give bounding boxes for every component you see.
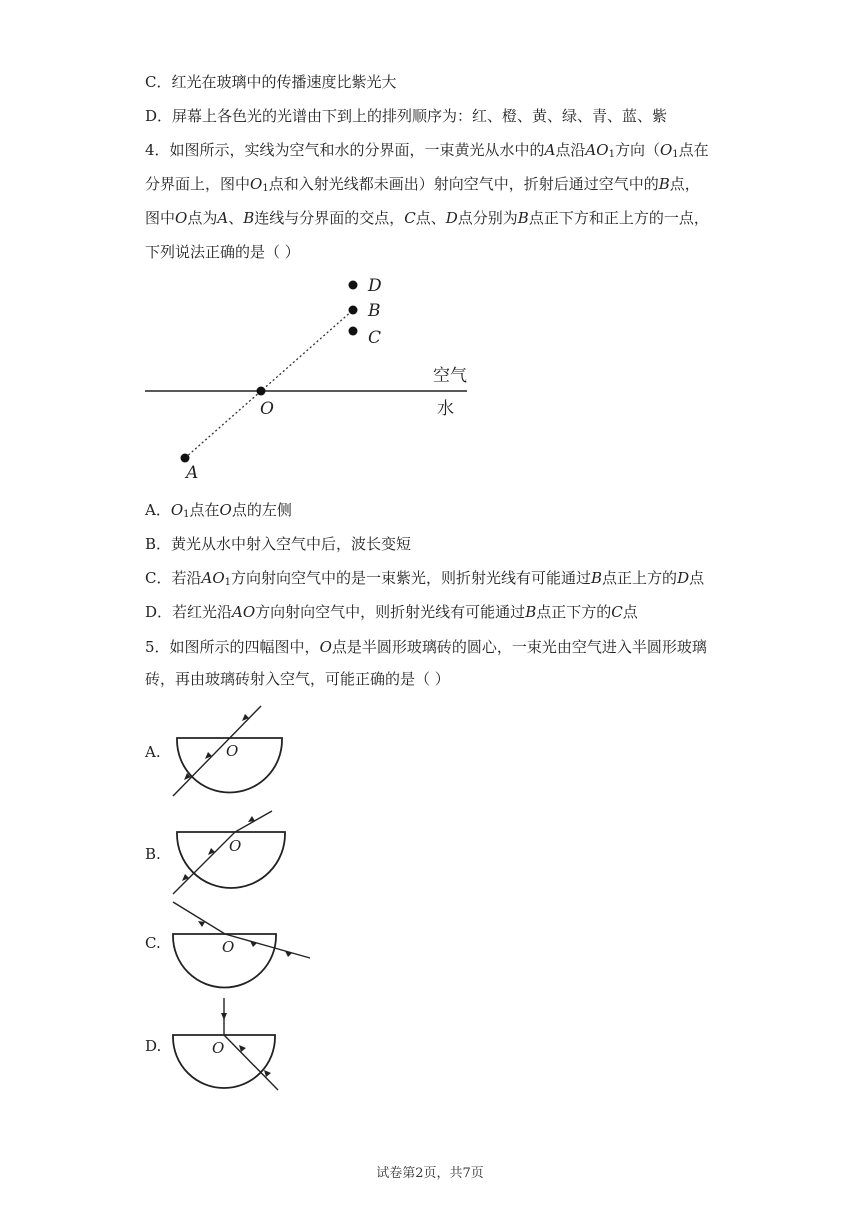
text: 点正上方的 <box>602 569 678 587</box>
text: 点沿 <box>555 141 586 159</box>
q3-option-c: C．红光在玻璃中的传播速度比紫光大 <box>145 73 397 91</box>
q4-option-c <box>145 568 704 593</box>
q4-stem-line3 <box>145 208 709 228</box>
question-number: 4． <box>145 141 170 159</box>
text: 连线与分界面的交点， <box>254 209 405 227</box>
center-label: O <box>229 837 242 855</box>
var-o: O <box>319 638 332 656</box>
center-label: O <box>222 938 235 956</box>
text: 图中 <box>145 209 176 227</box>
var-o: O <box>170 501 184 519</box>
center-label: O <box>212 1039 225 1057</box>
var-a: A <box>217 209 229 227</box>
text: 点、 <box>415 209 446 227</box>
var-d: D <box>445 209 458 227</box>
subscript: 1 <box>608 149 615 160</box>
var-ao: AO <box>232 603 256 621</box>
arrow-down-icon <box>221 1013 227 1020</box>
q4-option-d <box>145 602 638 622</box>
q4-stem-line1 <box>145 140 709 165</box>
q5-option-b-label: B. <box>145 845 161 863</box>
var-b: B <box>243 209 255 227</box>
text: 方向（ <box>614 141 660 159</box>
point-a <box>181 454 190 463</box>
text: 点正下方的 <box>536 603 612 621</box>
label-water: 水 <box>437 399 454 419</box>
q5-stem-line2: 砖，再由玻璃砖射入空气，可能正确的是（ ） <box>145 670 450 688</box>
text: 、 <box>228 209 244 227</box>
text: 分界面上，图中 <box>145 175 251 193</box>
q5-option-d-figure <box>165 995 295 1095</box>
subscript: 1 <box>262 183 269 194</box>
arrow-icon <box>198 921 205 927</box>
text: 方向射向空气中的是一束紫光，则折射光线有可能通过 <box>231 569 592 587</box>
point-c <box>349 327 358 336</box>
q5-option-b-figure <box>165 802 295 902</box>
var-d: D <box>677 569 690 587</box>
q5-option-c-label: C. <box>145 934 161 952</box>
label-b: B <box>368 301 381 321</box>
text: 方向射向空气中，则折射光线有可能通过 <box>255 603 526 621</box>
subscript: 1 <box>672 149 679 160</box>
label-o: O <box>260 399 274 419</box>
text: 点为 <box>187 209 218 227</box>
page-footer: 试卷第2页，共7页 <box>376 1166 484 1181</box>
text: 如图所示，实线为空气和水的分界面，一束黄光从水中的 <box>169 141 545 159</box>
label-air: 空气 <box>433 366 467 386</box>
var-o: O <box>219 501 232 519</box>
light-ray <box>173 902 310 958</box>
arrow-icon <box>248 816 255 822</box>
text: 点， <box>669 175 700 193</box>
dotted-line-ab <box>185 310 353 458</box>
q5-stem-line1 <box>145 637 707 657</box>
text: 点的左侧 <box>231 501 292 519</box>
q4-option-b: B．黄光从水中射入空气中后，波长变短 <box>145 535 412 553</box>
q5-option-a-label: A. <box>145 743 161 761</box>
var-c: C <box>611 603 623 621</box>
point-d <box>349 281 358 290</box>
question-number: 5． <box>145 638 170 656</box>
text: 点是半圆形玻璃砖的圆心，一束光由空气进入半圆形玻璃 <box>331 638 707 656</box>
var-o: O <box>175 209 188 227</box>
var-o: O <box>250 175 263 193</box>
point-o <box>257 387 266 396</box>
text: 点在 <box>678 141 709 159</box>
text: D．若红光沿 <box>145 603 233 621</box>
text: 点和入射光线都未画出）射向空气中，折射后通过空气中的 <box>268 175 659 193</box>
var-c: C <box>404 209 416 227</box>
text: 点 <box>622 603 638 621</box>
var-ao: AO <box>201 569 225 587</box>
text: A． <box>145 501 171 519</box>
label-c: C <box>368 328 382 348</box>
var-ao: AO <box>585 141 609 159</box>
text: 点正下方和正上方的一点， <box>528 209 709 227</box>
q4-option-a <box>145 500 292 525</box>
q4-stem-line2 <box>145 174 700 199</box>
q4-stem-line4: 下列说法正确的是（ ） <box>145 243 300 261</box>
refracted-ray <box>224 1035 278 1090</box>
var-b: B <box>591 569 603 587</box>
point-b <box>349 306 358 315</box>
var-o: O <box>659 141 673 159</box>
text: 如图所示的四幅图中， <box>169 638 320 656</box>
text: C．若沿 <box>145 569 202 587</box>
label-a: A <box>186 463 199 483</box>
subscript: 1 <box>224 577 231 588</box>
q5-option-a-figure <box>165 700 295 800</box>
var-b: B <box>517 209 529 227</box>
light-ray <box>173 706 261 796</box>
var-b: B <box>525 603 537 621</box>
text: 点在 <box>189 501 220 519</box>
var-b: B <box>658 175 670 193</box>
q5-option-c-figure <box>165 896 315 1006</box>
var-a: A <box>544 141 556 159</box>
q5-option-d-label: D. <box>145 1037 162 1055</box>
subscript: 1 <box>183 509 190 520</box>
text: 点分别为 <box>457 209 518 227</box>
center-label: O <box>226 742 239 760</box>
label-d: D <box>368 276 382 296</box>
q4-figure <box>140 270 480 490</box>
text: 点 <box>689 569 705 587</box>
q3-option-d: D．屏幕上各色光的光谱由下到上的排列顺序为：红、橙、黄、绿、青、蓝、紫 <box>145 107 668 125</box>
